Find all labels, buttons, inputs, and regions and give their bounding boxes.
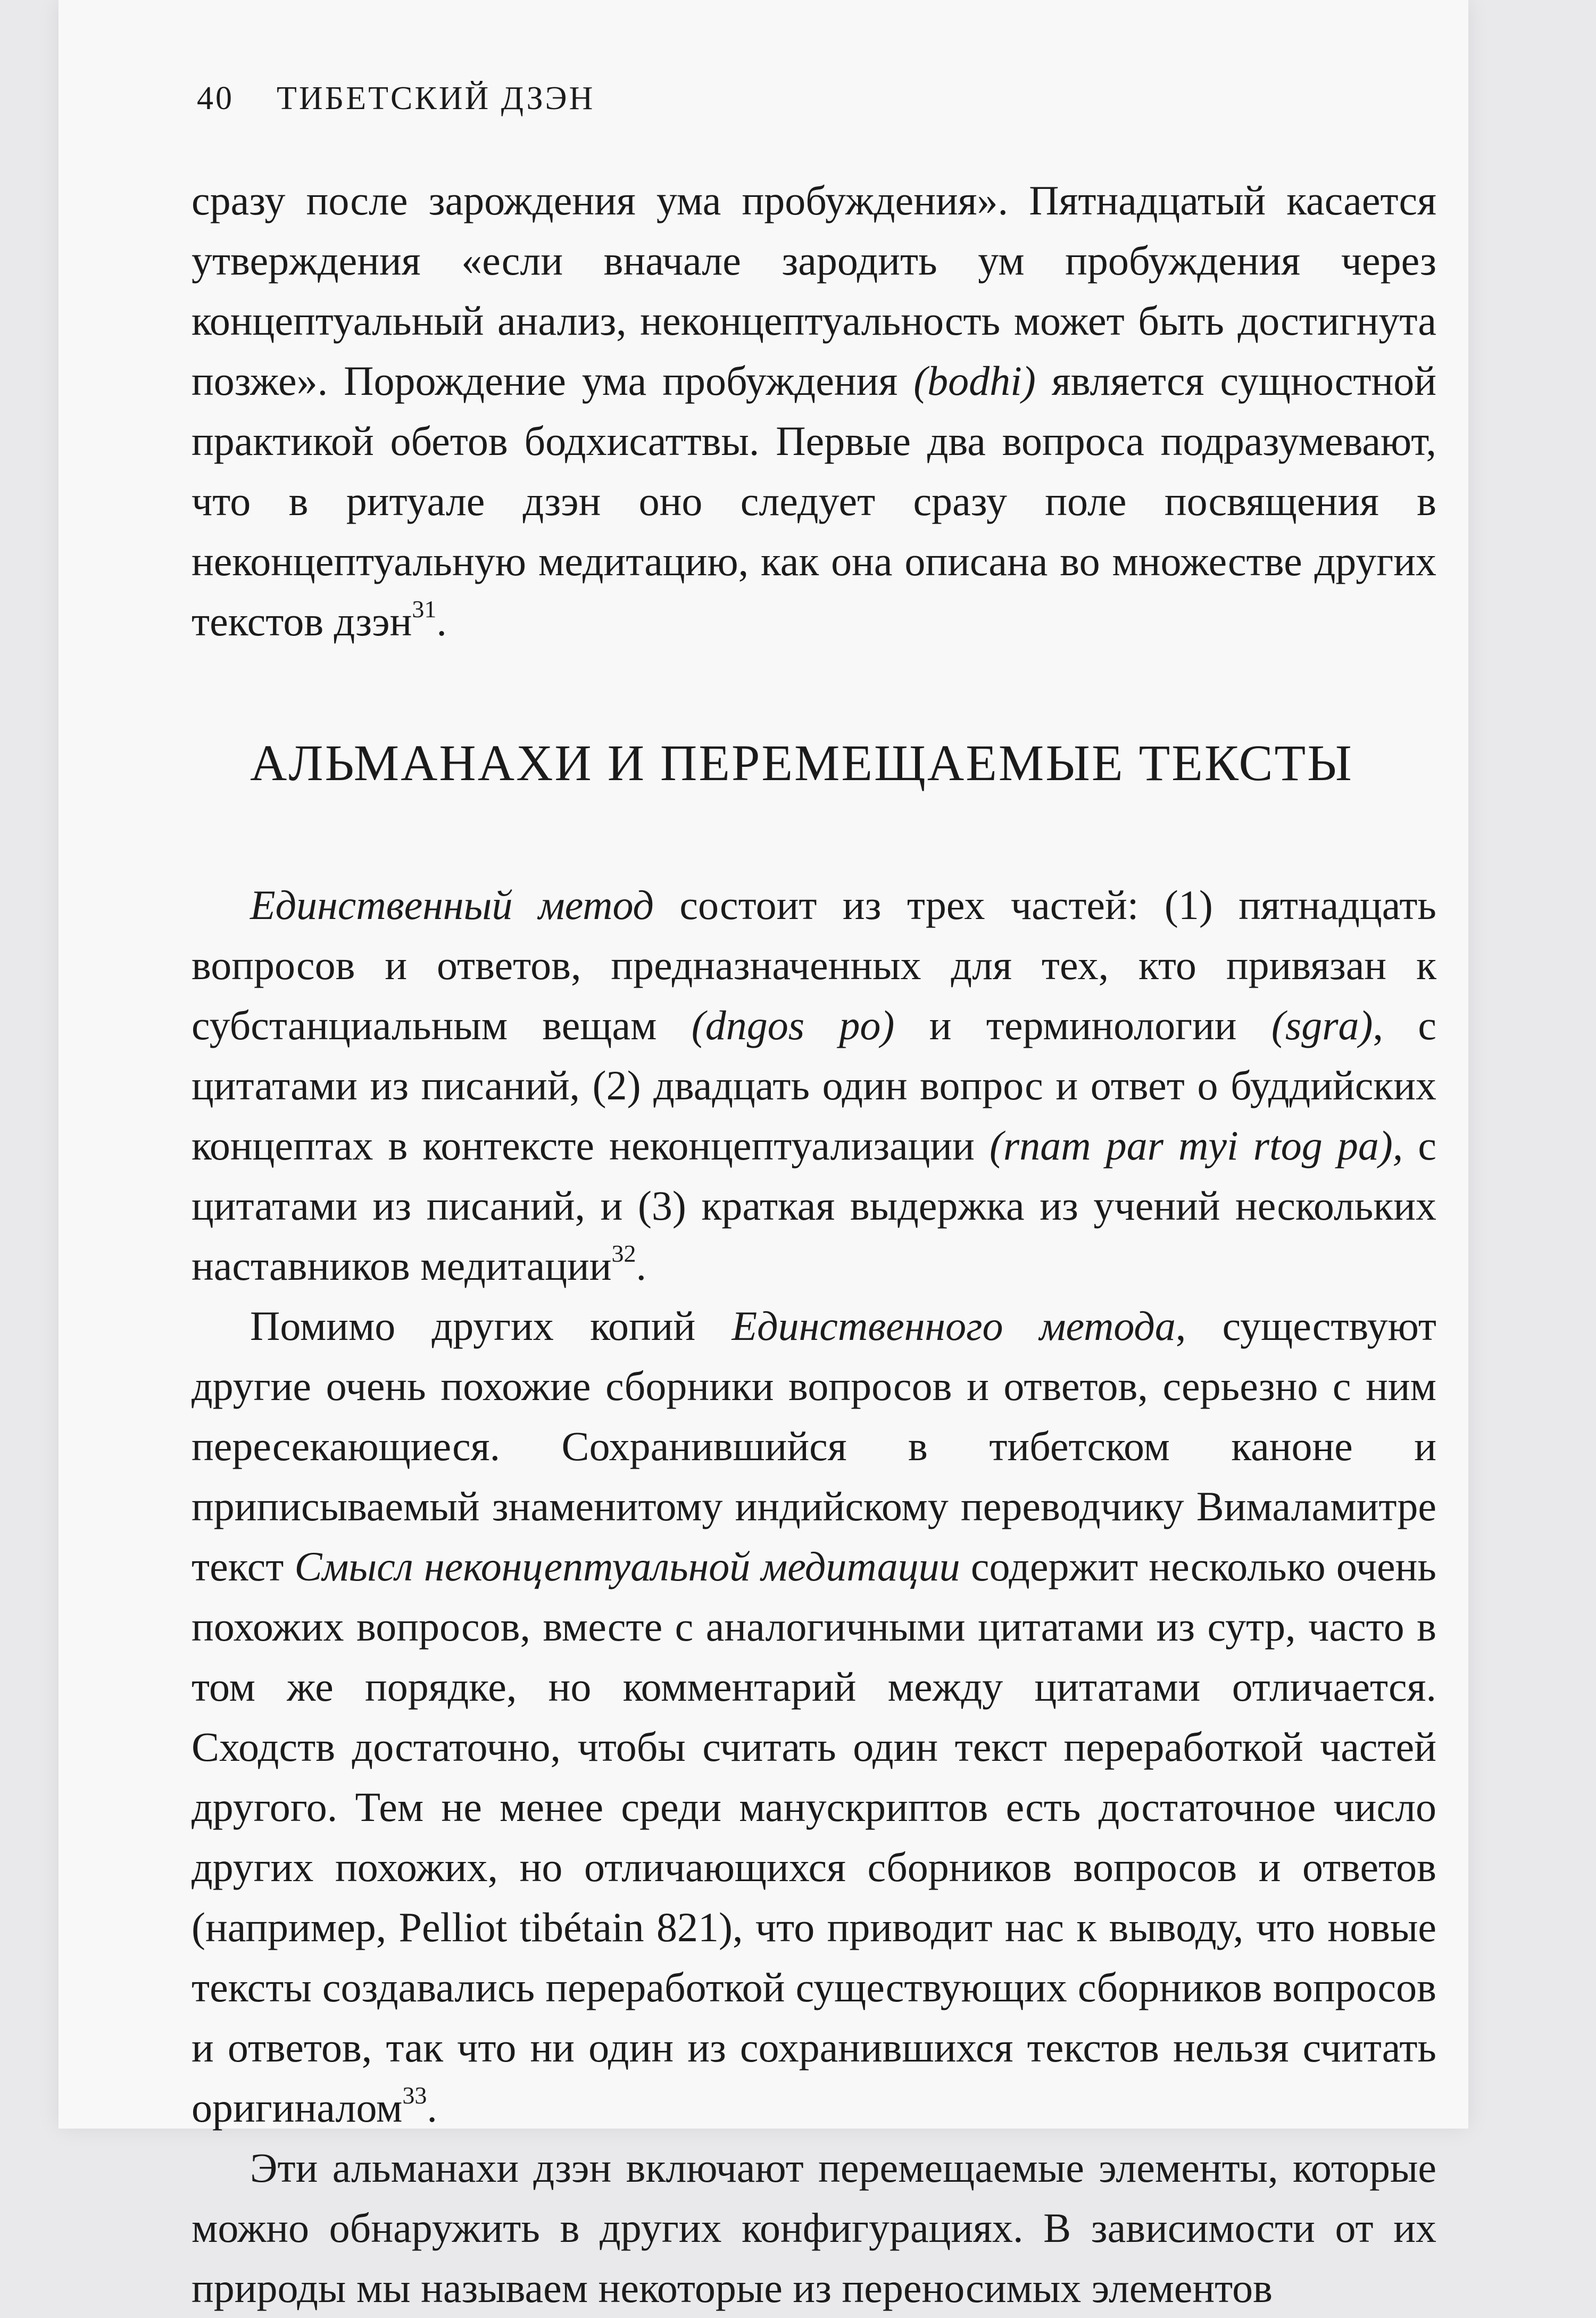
section-heading: АЛЬМАНАХИ И ПЕРЕМЕЩАЕМЫЕ ТЕКСТЫ	[250, 734, 1353, 791]
text-run: является сущностной практикой обетов бодхисаттвы. Первые два вопроса подразумевают, что в ритуале дзэн оно следует сразу поле посвящения в неконцептуальную медитацию, как она описана во множестве других текстов дзэн	[192, 358, 1436, 644]
text-run: Помимо других копий	[250, 1303, 732, 1349]
text-run: , с цитатами из писаний, (2) двадцать один вопрос и ответ о буддийских концептах в контексте неконцептуализации	[192, 1002, 1436, 1169]
italic-title: Единственный метод	[250, 882, 654, 928]
paragraph-3	[192, 1296, 1436, 2138]
page-number: 40	[197, 80, 234, 117]
italic-term: (rnam par myi rtog pa),	[989, 1122, 1403, 1169]
text-run: .	[636, 1243, 646, 1289]
italic-title: Смысл неконцептуальной медитации	[294, 1543, 960, 1590]
italic-title: Единственного метода	[732, 1303, 1176, 1349]
footnote-ref: 31	[412, 595, 437, 623]
italic-term: (sgra)	[1271, 1002, 1373, 1048]
body-text	[192, 170, 1436, 2318]
running-head	[197, 80, 595, 118]
text-run: состоит из трех частей: (1) пятнадцать вопросов и ответов, предназначенных для тех, кто привязан к субстанциальным вещам	[192, 882, 1436, 1048]
book-page	[59, 0, 1468, 2311]
text-run: .	[427, 2084, 437, 2131]
footnote-ref: 32	[611, 1240, 636, 1267]
text-run: содержит несколько очень похожих вопросов, вместе с аналогичными цитатами из сутр, часто в том же порядке, но комментарий между цитатами отличается. Сходств достаточно, чтобы считать один текст переработкой частей другого. Тем не менее среди манускриптов есть достаточное число других похожих, но отличающихся сборников вопросов и ответов (например, Pelliot tibétain 821), что приводит нас к выводу, что новые тексты создавались переработкой существующих сборников вопросов и ответов, так что ни один из сохранившихся текстов нельзя считать оригиналом	[192, 1543, 1436, 2131]
paragraph-1	[192, 170, 1436, 651]
text-run: с цитатами из писаний, и (3) краткая выдержка из учений нескольких наставников медитации	[192, 1122, 1436, 1289]
text-run: Эти альманахи дзэн включают перемещаемые элементы, которые можно обнаружить в других конфигурациях. В зависимости от их природы мы называем некоторые из переносимых элементов	[192, 2145, 1436, 2311]
italic-term: (bodhi)	[913, 358, 1036, 404]
text-run: .	[436, 598, 447, 644]
running-title: ТИБЕТСКИЙ ДЗЭН	[277, 80, 595, 117]
text-run: сразу после зарождения ума пробуждения». Пятнадцатый касается утверждения «если вначале зародить ум пробуждения через концептуальный анализ, неконцептуальность может быть достигнута позже». Порождение ума пробуждения	[192, 177, 1436, 404]
footnote-ref: 33	[402, 2082, 427, 2109]
text-run: , существуют другие очень похожие сборники вопросов и ответов, серьезно с ним пересекающиеся. Сохранившийся в тибетском каноне и приписываемый знаменитому индийскому переводчику Вималамитре текст	[192, 1303, 1436, 1590]
text-run: и терминологии	[894, 1002, 1271, 1048]
italic-term: (dngos po)	[691, 1002, 895, 1048]
paragraph-2	[192, 875, 1436, 1296]
paragraph-4	[192, 2138, 1436, 2318]
